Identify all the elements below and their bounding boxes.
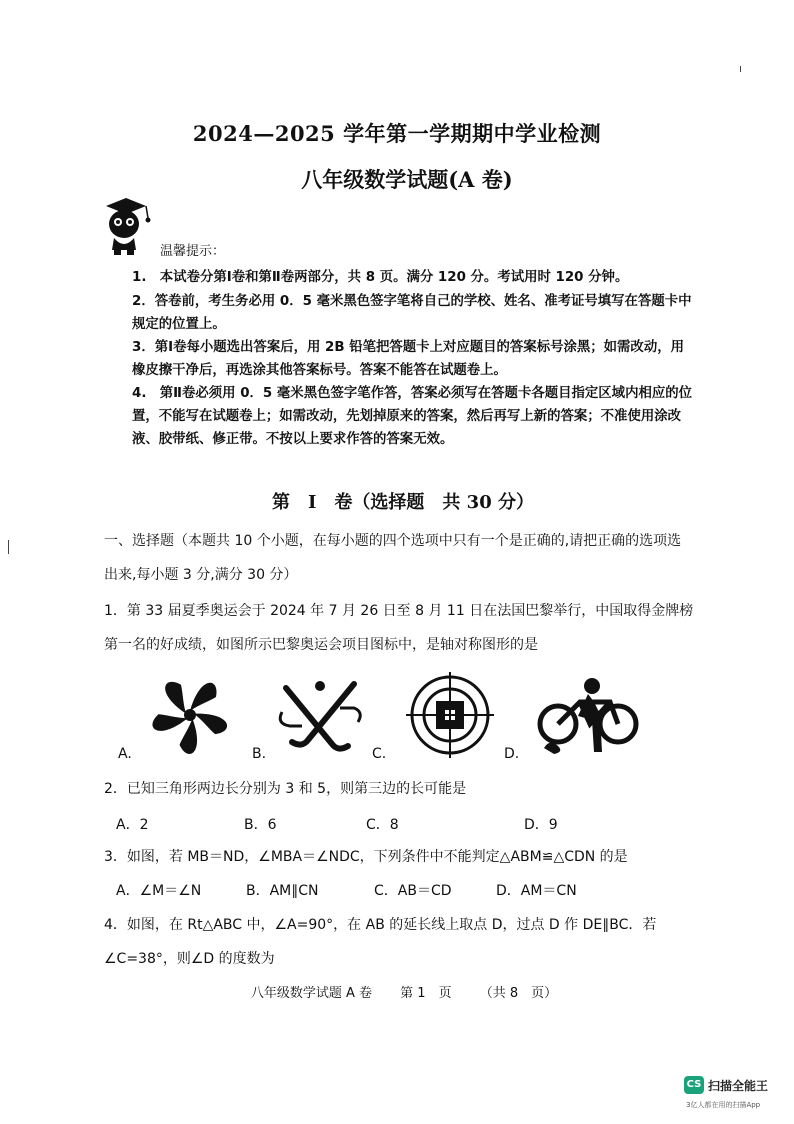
tip-item-2 — [102, 290, 696, 336]
watermark-subtitle: 3亿人都在用的扫描App — [686, 1101, 761, 1109]
question-3-text: 3．如图，若 MB＝ND，∠MBA＝∠NDC，下列条件中不能判定△ABM≌△CDN 的是 — [104, 849, 628, 865]
tip-text: 4. 第Ⅱ卷必须用 0．5 毫米黑色签字笔作答，答案必须写在答题卡各题目指定区域内相应的位置，不能写在试题卷上；如需改动，先划掉原来的答案，然后再写上新的答案；不准使用涂改液、胶带纸、修正带。不按以上要求作答的答案无效。 — [132, 386, 693, 447]
q2-option-d: D．9 — [524, 817, 558, 833]
tip-text: 1. 本试卷分第Ⅰ卷和第Ⅱ卷两部分，共 8 页。满分 120 分。考试用时 120 分钟。 — [132, 270, 629, 285]
target-icon — [402, 672, 498, 758]
tips-label: 温馨提示： — [160, 244, 226, 259]
question-4-text: 4．如图，在 Rt△ABC 中，∠A=90°，在 AB 的延长线上取点 D，过点 D 作 DE∥BC．若∠C=38°，则∠D 的度数为 — [104, 917, 657, 967]
tip-item-3 — [102, 336, 696, 382]
hockey-sticks-icon — [272, 672, 368, 758]
tip-item-1 — [102, 266, 696, 289]
tip-text: 2．答卷前，考生务必用 0．5 毫米黑色签字笔将自己的学校、姓名、准考证号填写在答题卡中规定的位置上。 — [132, 294, 692, 332]
q3-option-a: A．∠M＝∠N — [116, 883, 202, 899]
q2-option-b: B．6 — [244, 817, 277, 833]
footer-exam-name: 八年级数学试题 A 卷 — [250, 986, 373, 1001]
question-2-text: 2．已知三角形两边长分别为 3 和 5，则第三边的长可能是 — [104, 781, 467, 797]
page-footer — [0, 982, 794, 1001]
q3-option-d: D．AM＝CN — [496, 883, 577, 899]
exam-subtitle: 八年级数学试题(A 卷) — [301, 167, 513, 192]
q3-option-b: B．AM∥CN — [246, 883, 319, 899]
q2-option-a: A．2 — [116, 817, 149, 833]
q1-option-b: B. — [252, 746, 267, 762]
watermark-name: 扫描全能王 — [708, 1079, 769, 1093]
mascot-icon — [100, 194, 152, 256]
scan-mark — [740, 66, 741, 72]
question-1-text: 1．第 33 届夏季奥运会于 2024 年 7 月 26 日至 8 月 11 日在法国巴黎举行，中国取得金牌榜第一名的好成绩，如图所示巴黎奥运会项目图标中，是轴对称图形的是 — [104, 603, 694, 653]
camscanner-logo-icon: CS — [684, 1076, 704, 1094]
exam-title: 2024—2025 学年第一学期期中学业检测 — [192, 121, 602, 146]
q1-option-d: D. — [504, 746, 520, 762]
q1-option-a: A. — [118, 746, 132, 762]
q3-option-c: C．AB＝CD — [374, 883, 452, 899]
tip-item-4 — [102, 382, 696, 451]
tip-text: 3．第Ⅰ卷每小题选出答案后，用 2B 铅笔把答题卡上对应题目的答案标号涂黑；如需改动，用橡皮擦干净后，再选涂其他答案标号。答案不能答在试题卷上。 — [132, 340, 684, 378]
footer-page-total: （共 8 页） — [479, 986, 558, 1001]
pinwheel-icon — [142, 672, 238, 758]
footer-page-number: 第 1 页 — [400, 986, 452, 1001]
cyclist-icon — [534, 672, 644, 758]
part-intro: 一、选择题（本题共 10 个小题，在每小题的四个选项中只有一个是正确的,请把正确的选项选出来,每小题 3 分,满分 30 分） — [104, 533, 682, 583]
q2-option-c: C．8 — [366, 817, 399, 833]
scan-mark — [8, 540, 9, 554]
q1-option-c: C. — [372, 746, 387, 762]
section-title: 第 I 卷（选择题 共 30 分） — [271, 492, 534, 513]
